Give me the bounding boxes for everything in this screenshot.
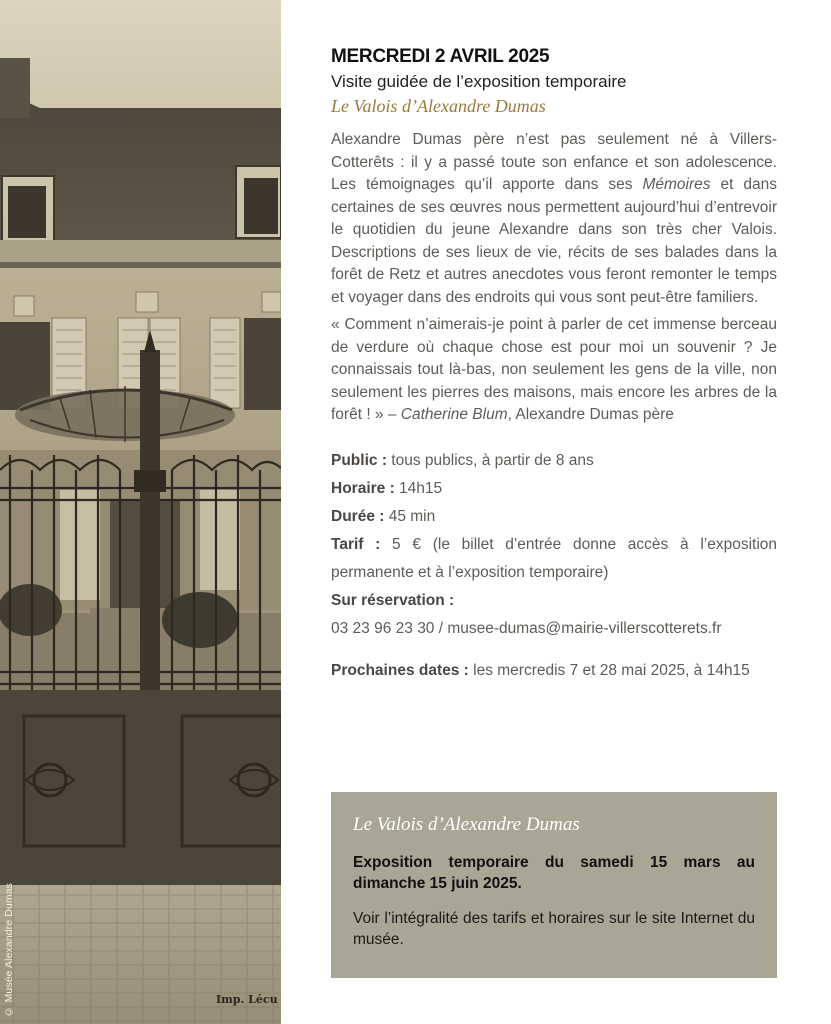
postcard-imprint: Imp. Lécu <box>216 993 278 1006</box>
quote-text: « Comment n’aimerais-je point à parler de cet immense berceau de verdure où chaque chose est pour moi un souvenir ? Je connaissais tout là-bas, non seulement les gens de la ville, non seulement les pierres des maisons, mais encore les arbres de la forêt ! » – <box>331 316 777 423</box>
info-hours <box>331 475 777 503</box>
info-price <box>331 531 777 587</box>
quote-author: , Alexandre Dumas père <box>507 406 674 423</box>
booking-contact: 03 23 96 23 30 / musee-dumas@mairie-villerscotterets.fr <box>331 619 722 637</box>
practical-info <box>331 447 777 643</box>
memoires-title: Mémoires <box>642 176 711 193</box>
booking-label: Sur réservation : <box>331 591 455 609</box>
price-label: Tarif : <box>331 535 381 553</box>
event-content <box>331 44 777 700</box>
duration-label: Durée : <box>331 507 385 525</box>
event-title: Le Valois d’Alexandre Dumas <box>331 96 546 116</box>
info-duration <box>331 503 777 531</box>
exhibition-box <box>331 792 777 978</box>
public-label: Public : <box>331 451 387 469</box>
exhibition-dates: Exposition temporaire du samedi 15 mars au dimanche 15 juin 2025. <box>353 854 755 892</box>
hours-label: Horaire : <box>331 479 395 497</box>
event-quote <box>331 314 777 427</box>
maison-natale-illustration <box>0 0 281 1024</box>
info-booking <box>331 587 777 615</box>
quote-source: Catherine Blum <box>400 406 508 423</box>
exhibition-title: Le Valois d’Alexandre Dumas <box>353 814 580 835</box>
hours-value: 14h15 <box>394 479 443 497</box>
info-public <box>331 447 777 475</box>
next-dates-label: Prochaines dates : <box>331 661 469 679</box>
next-dates <box>331 657 777 685</box>
duration-value: 45 min <box>384 507 436 525</box>
description-part-1: Alexandre Dumas père n’est pas seulement né à Villers-Cotterêts : il y a passé toute son enfance et son adolescence. Les témoignages qu’il apporte dans ses <box>331 131 777 193</box>
next-dates-value: les mercredis 7 et 28 mai 2025, à 14h15 <box>468 661 750 679</box>
event-subtitle: Visite guidée de l’exposition temporaire <box>331 72 627 91</box>
event-description <box>331 129 777 309</box>
public-value: tous publics, à partir de 8 ans <box>386 451 594 469</box>
event-date: MERCREDI 2 AVRIL 2025 <box>331 46 550 67</box>
price-value: 5 € (le billet d’entrée donne accès à l’exposition permanente et à l’exposition temporaire) <box>331 535 778 581</box>
exhibition-note: Voir l’intégralité des tarifs et horaires sur le site Internet du musée. <box>353 910 755 948</box>
photo-credit: © Musée Alexandre Dumas <box>3 883 15 1018</box>
description-part-2: et dans certaines de ses œuvres nous permettent aujourd’hui d’entrevoir le quotidien du jeune Alexandre dans son très cher Valois. Descriptions de ses lieux de vie, récits de ses balades dans la forêt de Retz et autres anecdotes vous feront remonter le temps et voyager dans des endroits qui vous sont peut-être familiers. <box>331 176 777 306</box>
postcard-photo <box>0 0 281 1024</box>
